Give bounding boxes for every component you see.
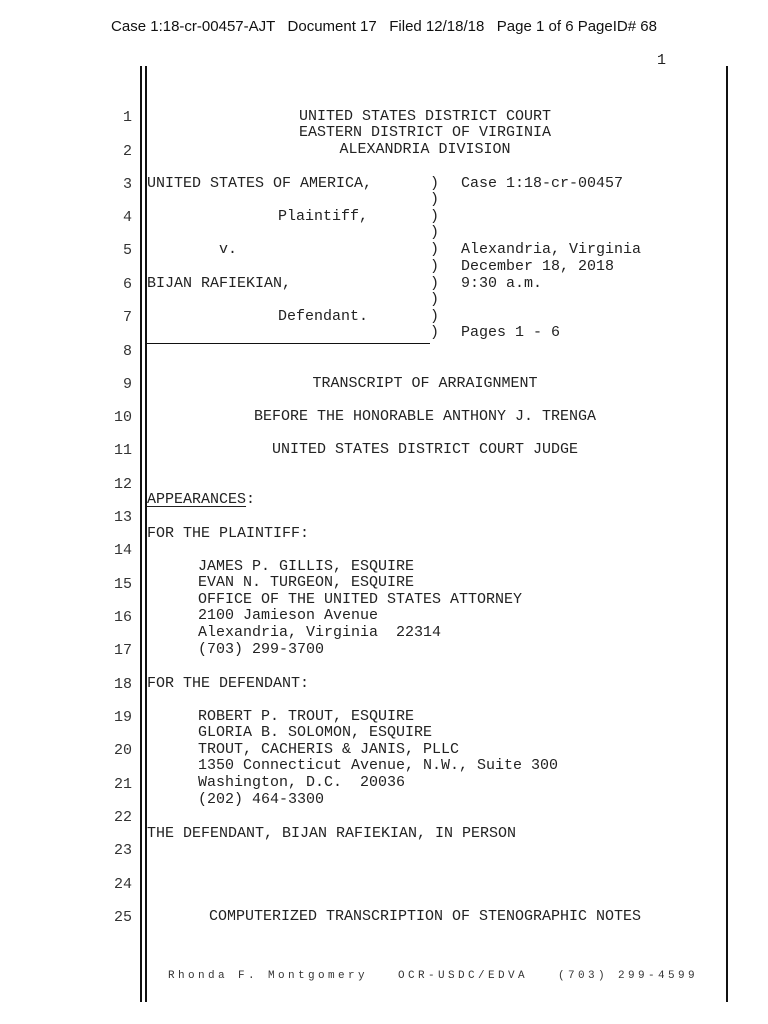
line-number: 7 xyxy=(122,309,132,326)
caption-paren: ) xyxy=(430,191,440,208)
caption-paren: ) xyxy=(430,208,440,225)
hearing-location: Alexandria, Virginia xyxy=(461,241,642,258)
plaintiff-counsel-line: (703) 299-3700 xyxy=(198,641,325,658)
line-number: 11 xyxy=(113,442,132,459)
line-number: 3 xyxy=(122,176,132,193)
caption-paren: ) xyxy=(430,175,440,192)
court-division: ALEXANDRIA DIVISION xyxy=(339,141,511,158)
plaintiff-counsel-label: FOR THE PLAINTIFF: xyxy=(147,525,310,542)
caption-paren: ) xyxy=(430,224,440,241)
caption-paren: ) xyxy=(430,308,440,325)
line-number: 25 xyxy=(113,909,132,926)
defendant-counsel-line: Washington, D.C. 20036 xyxy=(198,774,406,791)
caption-paren: ) xyxy=(430,291,440,308)
defendant-counsel-line: (202) 464-3300 xyxy=(198,791,325,808)
appearances-colon: : xyxy=(246,491,256,508)
page-number: 1 xyxy=(657,52,667,69)
defendant-in-person: THE DEFENDANT, BIJAN RAFIEKIAN, IN PERSON xyxy=(147,825,517,842)
line-number: 2 xyxy=(122,143,132,160)
appearances-heading xyxy=(147,492,255,508)
defendant-counsel-label: FOR THE DEFENDANT: xyxy=(147,675,310,692)
line-number: 13 xyxy=(113,509,132,526)
appearances-heading-text: APPEARANCES xyxy=(147,491,247,508)
caption-underline xyxy=(147,343,430,344)
left-margin-rule-outer xyxy=(140,66,142,1002)
line-number: 5 xyxy=(122,242,132,259)
line-number: 4 xyxy=(122,209,132,226)
line-number: 21 xyxy=(113,776,132,793)
line-number: 14 xyxy=(113,542,132,559)
transcript-title: TRANSCRIPT OF ARRAIGNMENT xyxy=(312,375,538,392)
plaintiff-counsel-line: Alexandria, Virginia 22314 xyxy=(198,624,442,641)
defendant-counsel-line: GLORIA B. SOLOMON, ESQUIRE xyxy=(198,724,433,741)
caption-paren: ) xyxy=(430,258,440,275)
line-number: 23 xyxy=(113,842,132,859)
caption-paren: ) xyxy=(430,241,440,258)
right-margin-rule xyxy=(726,66,728,1002)
plaintiff-role: Plaintiff, xyxy=(278,208,369,225)
line-number: 9 xyxy=(122,376,132,393)
plaintiff-counsel-line: 2100 Jamieson Avenue xyxy=(198,607,379,624)
before-judge: BEFORE THE HONORABLE ANTHONY J. TRENGA xyxy=(253,408,597,425)
line-number: 1 xyxy=(122,109,132,126)
line-number: 22 xyxy=(113,809,132,826)
line-number: 24 xyxy=(113,876,132,893)
line-number: 17 xyxy=(113,642,132,659)
defendant-role: Defendant. xyxy=(278,308,369,325)
line-number: 16 xyxy=(113,609,132,626)
court-district: EASTERN DISTRICT OF VIRGINIA xyxy=(298,124,552,141)
plaintiff-counsel-line: JAMES P. GILLIS, ESQUIRE xyxy=(198,558,415,575)
defendant-counsel-line: TROUT, CACHERIS & JANIS, PLLC xyxy=(198,741,460,758)
hearing-time: 9:30 a.m. xyxy=(461,275,543,292)
reporter-footer: Rhonda F. Montgomery OCR-USDC/EDVA (703) 299-4599 xyxy=(168,970,699,982)
line-number: 6 xyxy=(122,276,132,293)
case-number: Case 1:18-cr-00457 xyxy=(461,175,624,192)
defendant-name: BIJAN RAFIEKIAN, xyxy=(147,275,292,292)
filing-header: Case 1:18-cr-00457-AJT Document 17 Filed 12/18/18 Page 1 of 6 PageID# 68 xyxy=(111,18,657,35)
court-name: UNITED STATES DISTRICT COURT xyxy=(298,108,552,125)
plaintiff-counsel-line: EVAN N. TURGEON, ESQUIRE xyxy=(198,574,415,591)
caption-paren: ) xyxy=(430,324,440,341)
line-number: 18 xyxy=(113,676,132,693)
line-number: 15 xyxy=(113,576,132,593)
line-number: 19 xyxy=(113,709,132,726)
defendant-counsel-line: ROBERT P. TROUT, ESQUIRE xyxy=(198,708,415,725)
versus: v. xyxy=(219,241,238,258)
line-number: 8 xyxy=(122,343,132,360)
plaintiff-name: UNITED STATES OF AMERICA, xyxy=(147,175,373,192)
hearing-date: December 18, 2018 xyxy=(461,258,615,275)
line-number: 10 xyxy=(113,409,132,426)
line-number: 12 xyxy=(113,476,132,493)
line-number: 20 xyxy=(113,742,132,759)
page-range: Pages 1 - 6 xyxy=(461,324,561,341)
defendant-counsel-line: 1350 Connecticut Avenue, N.W., Suite 300 xyxy=(198,757,559,774)
plaintiff-counsel-line: OFFICE OF THE UNITED STATES ATTORNEY xyxy=(198,591,523,608)
caption-paren: ) xyxy=(430,275,440,292)
judge-title: UNITED STATES DISTRICT COURT JUDGE xyxy=(271,441,579,458)
closing-note: COMPUTERIZED TRANSCRIPTION OF STENOGRAPHIC NOTES xyxy=(208,908,642,925)
